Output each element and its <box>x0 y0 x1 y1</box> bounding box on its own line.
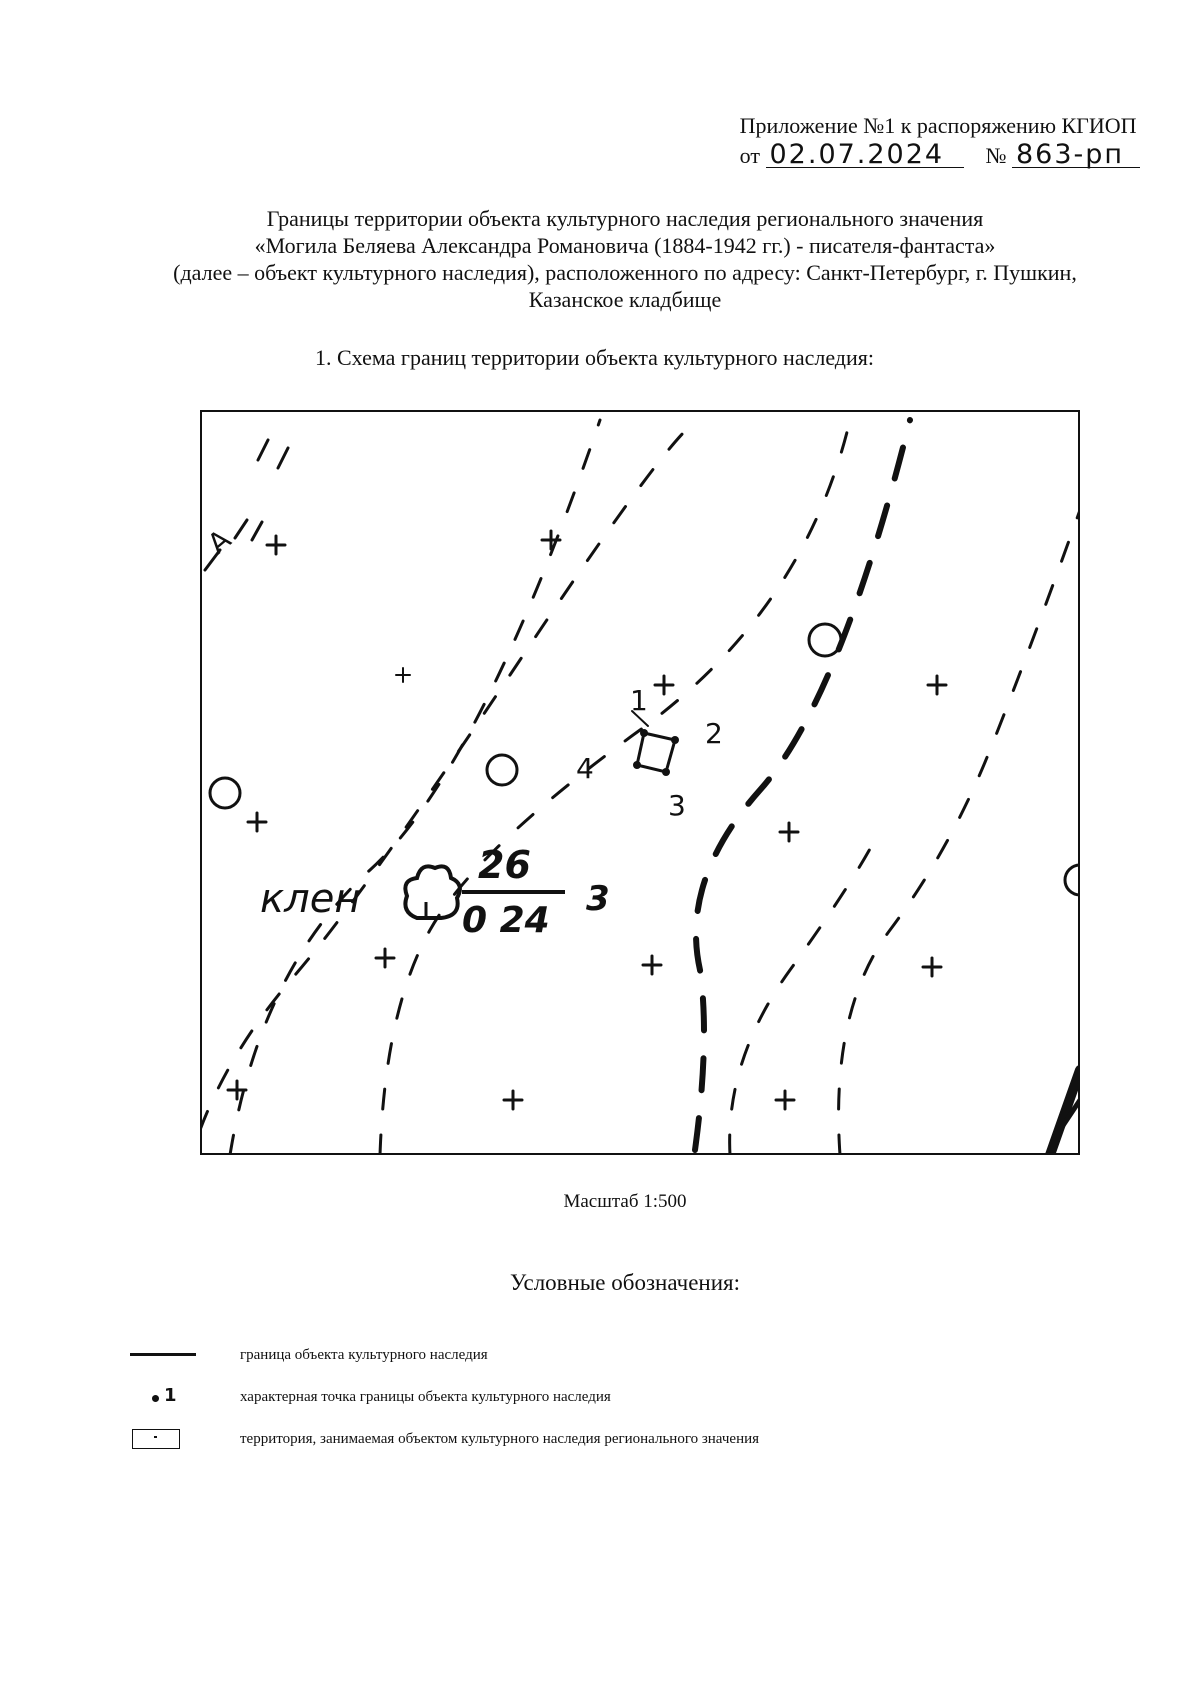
legend-item-point <box>130 1382 611 1412</box>
boundary-point-label-2: 2 <box>705 717 723 750</box>
number-prefix: № <box>985 143 1007 168</box>
title-line-1: Границы территории объекта культурного наследия регионального значения <box>266 206 984 231</box>
boundary-point-symbol <box>130 1385 200 1409</box>
legend-text: граница объекта культурного наследия <box>240 1346 488 1363</box>
date-value: 02.07.2024 <box>766 143 964 168</box>
legend-point-number: 1 <box>164 1385 177 1406</box>
boundary-point-label-3: 3 <box>668 789 686 822</box>
date-prefix: от <box>739 143 760 168</box>
boundary-point-3 <box>662 768 670 776</box>
legend-title: Условные обозначения: <box>509 1270 741 1295</box>
boundary-point-2 <box>671 736 679 744</box>
legend-text: характерная точка границы объекта культурного наследия <box>240 1388 611 1405</box>
map-scale: Масштаб 1:500 <box>563 1191 687 1212</box>
map-drawing <box>200 410 1080 1155</box>
boundary-map <box>200 410 1080 1155</box>
boundary-line-symbol <box>130 1343 200 1367</box>
legend-text: территория, занимаемая объектом культурного наследия регионального значения <box>240 1430 760 1447</box>
title-line-2: «Могила Беляева Александра Романовича (1884-1942 гг.) - писателя-фантаста» <box>254 233 996 258</box>
edge-letter: А <box>201 522 238 561</box>
boundary-point-4 <box>633 761 641 769</box>
territory-symbol <box>130 1427 200 1451</box>
tree-number-top: 26 <box>478 843 531 887</box>
legend-item-boundary <box>130 1340 488 1370</box>
boundary-point-1 <box>640 729 648 737</box>
appendix-date-line <box>739 139 1140 170</box>
document-title <box>0 205 1200 313</box>
tree-number-bottom: 0 24 <box>462 900 550 941</box>
section-heading: 1. Схема границ территории объекта культурного наследия: <box>315 345 875 370</box>
legend-item-territory <box>130 1424 759 1454</box>
order-number: 863-рп <box>1012 143 1140 168</box>
boundary-point-label-4: 4 <box>576 752 594 785</box>
appendix-header <box>740 112 1140 170</box>
tree-label: клен <box>260 876 361 922</box>
tree-number-side: 3 <box>586 879 610 919</box>
appendix-title: Приложение №1 к распоряжению КГИОП <box>739 113 1137 138</box>
title-line-4: Казанское кладбище <box>528 287 722 312</box>
title-line-3: (далее – объект культурного наследия), расположенного по адресу: Санкт-Петербург, г. Пушкин, <box>173 260 1077 285</box>
boundary-point-label-1: 1 <box>630 684 648 717</box>
